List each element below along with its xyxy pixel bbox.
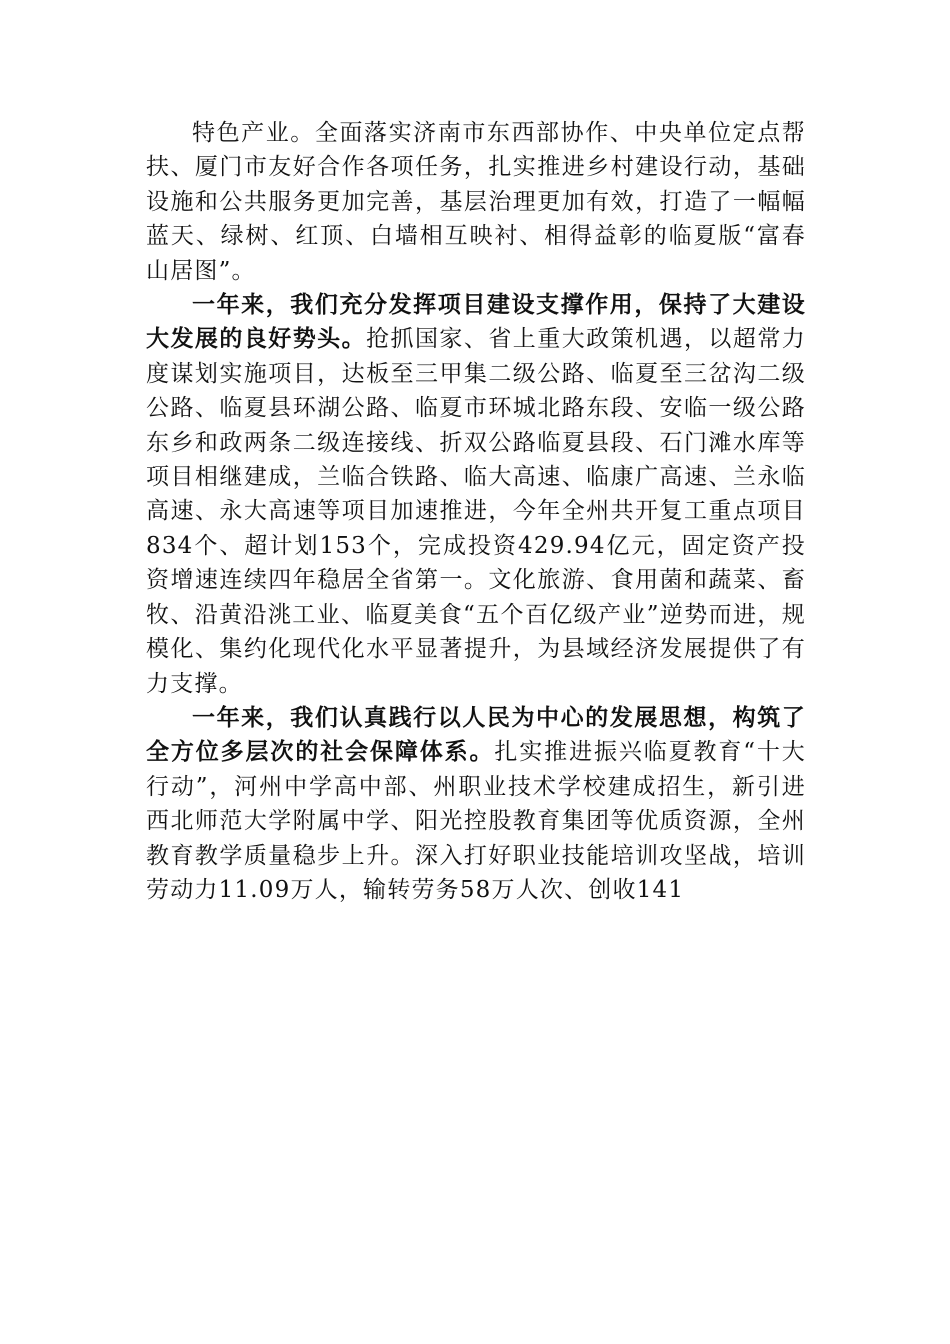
paragraph-2 [146, 288, 806, 701]
paragraph-3-lead: 一年来，我们认真践行以人民为中心的发展思想，构筑了全方位多层次的社会保障体系。 [146, 703, 806, 766]
paragraph-2-lead: 一年来，我们充分发挥项目建设支撑作用，保持了大建设大发展的良好势头。 [146, 291, 806, 353]
paragraph-3 [146, 701, 806, 907]
paragraph-2-text: 抢抓国家、省上重大政策机遇，以超常力度谋划实施项目，达板至三甲集二级公路、临夏至三岔沟二级公路、临夏县环湖公路、临夏市环城北路东段、安临一级公路东乡和政两条二级连接线、折双公路临夏县段、石门滩水库等项目相继建成，兰临合铁路、临大高速、临康广高速、兰永临高速、永大高速等项目加速推进，今年全州共开复工重点项目834个、超计划153个，完成投资429.94亿元，固定资产投资增速连续四年稳居全省第一。文化旅游、食用菌和蔬菜、畜牧、沿黄沿洮工业、临夏美食“五个百亿级产业”逆势而进，规模化、集约化现代化水平显著提升，为县域经济发展提供了有力支撑。 [146, 326, 806, 697]
paragraph-3-text: 扎实推进振兴临夏教育“十大行动”，河州中学高中部、州职业技术学校建成招生，新引进西北师范大学附属中学、阳光控股教育集团等优质资源，全州教育教学质量稳步上升。深入打好职业技能培训攻坚战，培训劳动力11.09万人，输转劳务58万人次、创收141 [146, 739, 806, 903]
document-page [146, 116, 806, 907]
paragraph-1 [146, 116, 806, 288]
paragraph-1-text: 特色产业。全面落实济南市东西部协作、中央单位定点帮扶、厦门市友好合作各项任务，扎实推进乡村建设行动，基础设施和公共服务更加完善，基层治理更加有效，打造了一幅幅蓝天、绿树、红顶、白墙相互映衬、相得益彰的临夏版“富春山居图”。 [146, 120, 806, 284]
